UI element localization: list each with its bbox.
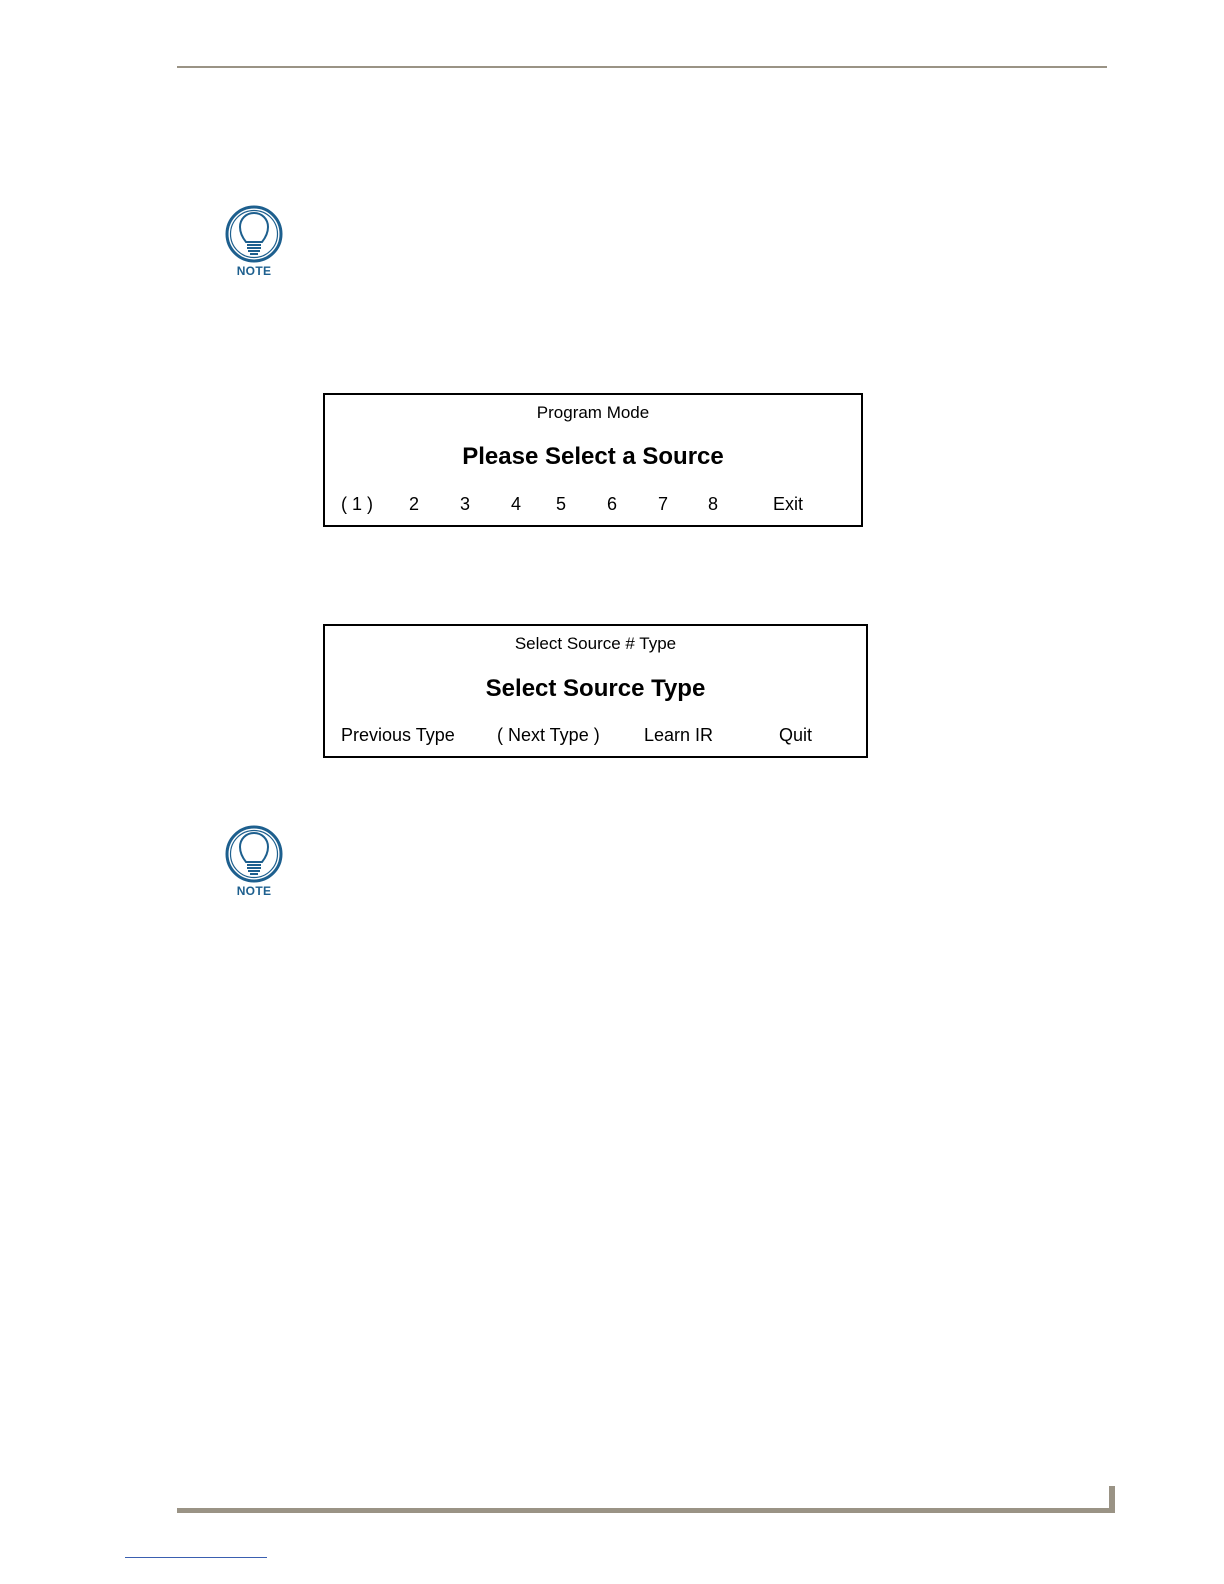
source-option-6[interactable]: 6 bbox=[607, 494, 618, 514]
screen-title: Select Source Type bbox=[485, 675, 706, 702]
lightbulb-icon bbox=[222, 204, 286, 264]
quit-option[interactable]: Quit bbox=[779, 725, 813, 745]
note-label: NOTE bbox=[236, 264, 272, 278]
header-rule bbox=[177, 66, 1107, 68]
source-option-7[interactable]: 7 bbox=[658, 494, 669, 514]
lcd-screen-source-type bbox=[323, 624, 868, 758]
footer-link-underline[interactable] bbox=[125, 1557, 267, 1558]
screen-caption: Program Mode bbox=[536, 403, 650, 422]
footer-rule bbox=[177, 1508, 1115, 1513]
screen-title: Please Select a Source bbox=[462, 443, 724, 470]
source-option-5[interactable]: 5 bbox=[556, 494, 567, 514]
note-callout-1 bbox=[222, 204, 286, 284]
learn-ir-option[interactable]: Learn IR bbox=[644, 725, 714, 745]
lightbulb-icon bbox=[222, 824, 286, 884]
source-option-8[interactable]: 8 bbox=[708, 494, 719, 514]
note-callout-2 bbox=[222, 824, 286, 904]
lcd-screen-program-mode bbox=[323, 393, 863, 527]
source-option-2[interactable]: 2 bbox=[409, 494, 420, 514]
source-option-4[interactable]: 4 bbox=[511, 494, 522, 514]
source-option-1[interactable]: ( 1 ) bbox=[341, 494, 374, 514]
footer-rule-corner bbox=[1109, 1486, 1115, 1513]
note-label: NOTE bbox=[236, 884, 272, 898]
next-type-option[interactable]: ( Next Type ) bbox=[497, 725, 600, 745]
previous-type-option[interactable]: Previous Type bbox=[341, 725, 455, 745]
screen-caption: Select Source # Type bbox=[514, 634, 677, 653]
source-option-3[interactable]: 3 bbox=[460, 494, 471, 514]
exit-option[interactable]: Exit bbox=[773, 494, 804, 514]
